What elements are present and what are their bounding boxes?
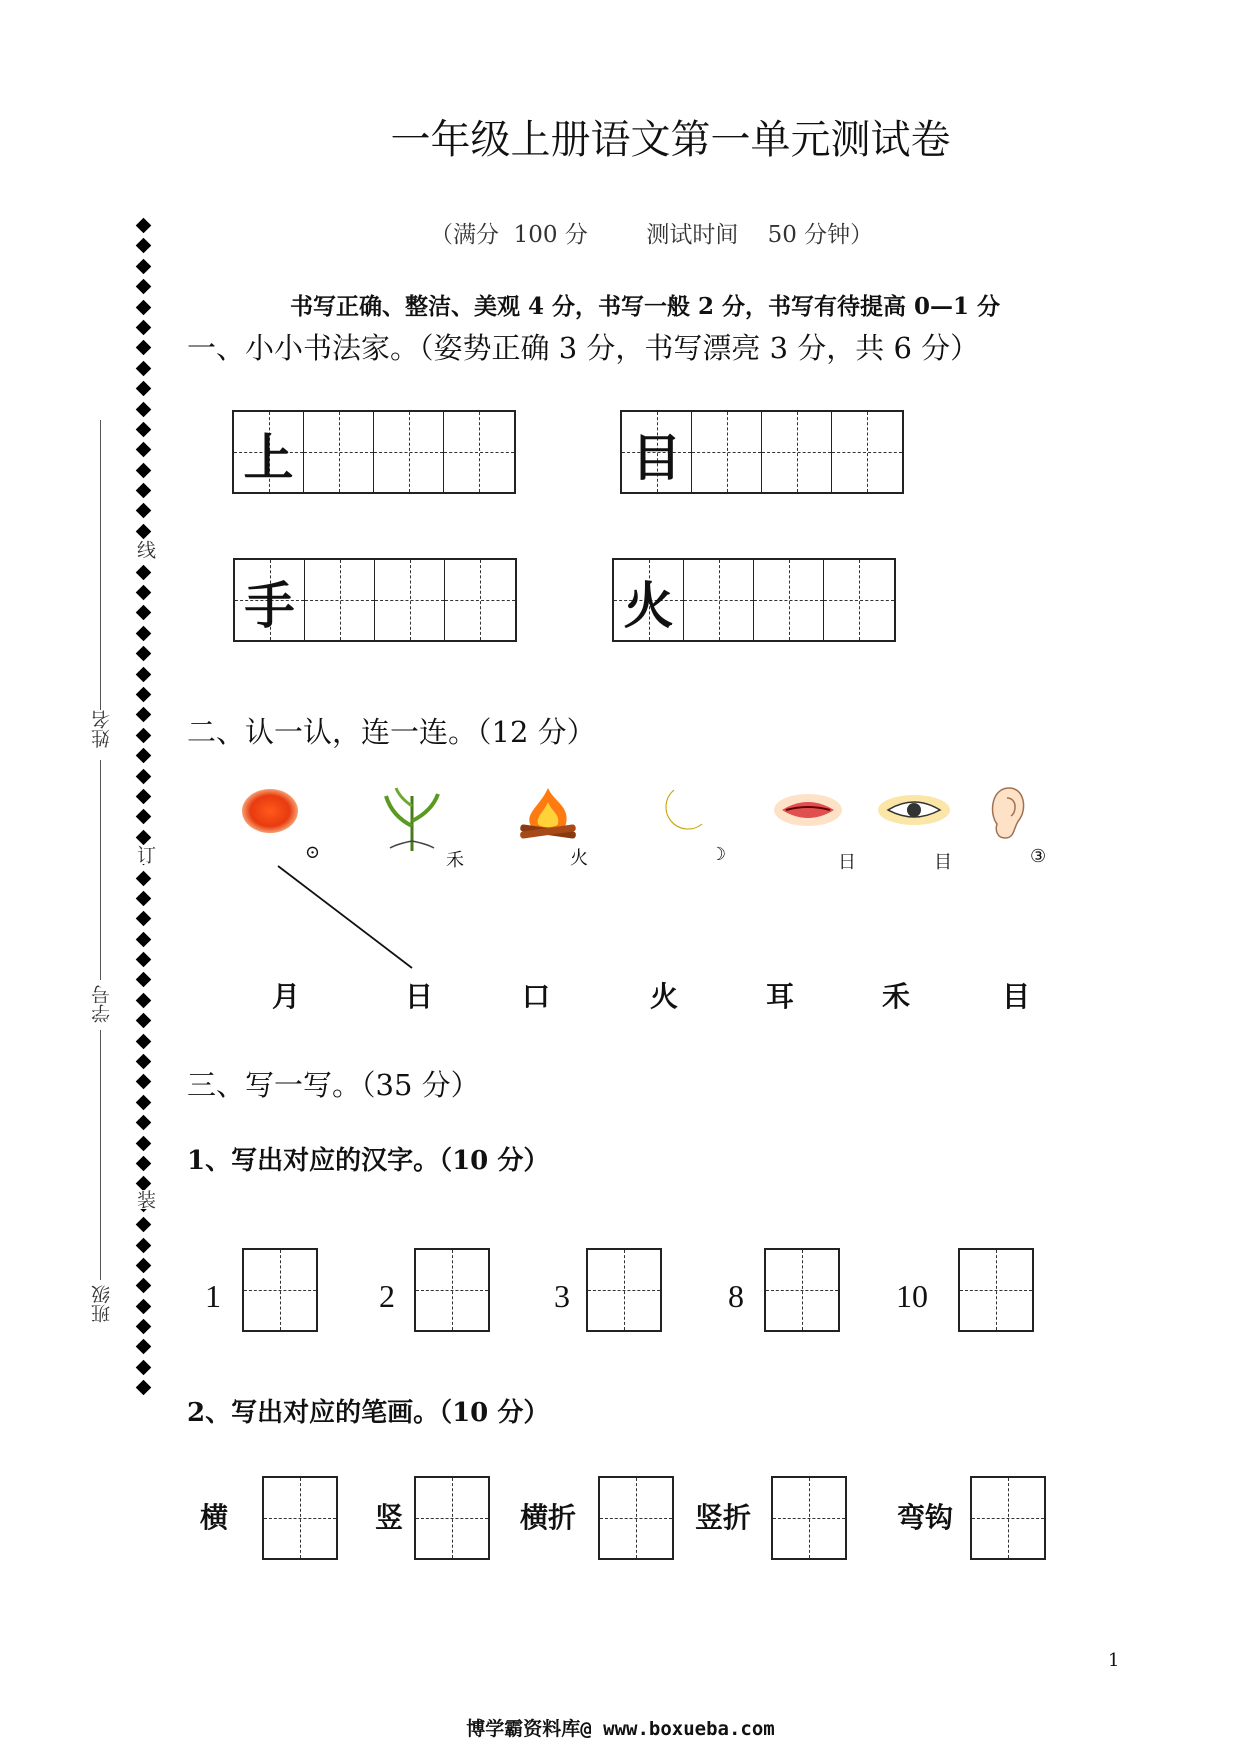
binding-diamond — [135, 993, 151, 1009]
stroke-label-shu: 竖 — [375, 1501, 404, 1534]
binding-diamond — [135, 1033, 151, 1049]
section3-sub1-heading: 1、写出对应的汉字。（10 分） — [187, 1146, 550, 1176]
page-title: 一年级上册语文第一单元测试卷 — [390, 117, 951, 163]
class-label: 班级 — [91, 1285, 113, 1323]
match-char-er[interactable]: 耳 — [766, 980, 795, 1013]
binding-diamond — [135, 238, 151, 254]
binding-diamond — [135, 666, 151, 682]
rice-plant-icon — [382, 786, 442, 851]
eye-icon — [876, 792, 952, 828]
match-char-mu[interactable]: 目 — [1002, 980, 1031, 1013]
binding-diamond — [135, 218, 151, 234]
binding-diamond — [135, 381, 151, 397]
exam-info: （满分 100 分 测试时间 50 分钟） — [430, 222, 874, 248]
binding-diamond — [135, 585, 151, 601]
moon-icon — [652, 786, 707, 836]
binding-diamond — [135, 707, 151, 723]
section2-heading: 二、认一认，连一连。（12 分） — [187, 715, 596, 749]
page-number: 1 — [1108, 1650, 1120, 1671]
model-char: 火 — [623, 577, 674, 635]
pictograph-ear: ③ — [1030, 846, 1047, 867]
binding-diamond — [135, 1135, 151, 1151]
name-label: 姓名 — [91, 710, 113, 748]
binding-diamond — [135, 972, 151, 988]
binding-diamond — [135, 687, 151, 703]
number-8: 8 — [728, 1278, 744, 1314]
pictograph-eye: 目 — [934, 852, 952, 873]
binding-diamond — [135, 340, 151, 356]
binding-diamond — [135, 1258, 151, 1274]
number-1: 1 — [205, 1278, 221, 1314]
binding-diamond — [135, 401, 151, 417]
binding-diamond — [135, 1298, 151, 1314]
binding-diamond — [135, 748, 151, 764]
stroke-box-wangou[interactable] — [970, 1476, 1046, 1560]
section1-heading: 一、小小书法家。（姿势正确 3 分，书写漂亮 3 分，共 6 分） — [187, 331, 980, 365]
binding-label-zhuang: 装 — [132, 1190, 159, 1209]
sun-icon — [240, 780, 300, 840]
stroke-label-wangou: 弯钩 — [897, 1501, 954, 1534]
binding-diamond — [135, 1095, 151, 1111]
fire-icon — [514, 784, 582, 844]
answer-box-8[interactable] — [764, 1248, 840, 1332]
footer-source: 博学霸资料库@ www.boxueba.com — [466, 1718, 775, 1740]
binding-diamond — [135, 279, 151, 295]
binding-diamond — [135, 259, 151, 275]
stroke-box-shuzhe[interactable] — [771, 1476, 847, 1560]
pictograph-mouth: 日 — [838, 852, 856, 873]
stroke-box-hengzhe[interactable] — [598, 1476, 674, 1560]
stroke-box-heng[interactable] — [262, 1476, 338, 1560]
writing-grid-shou[interactable] — [233, 558, 517, 642]
binding-diamond — [135, 809, 151, 825]
name-line — [100, 420, 101, 710]
binding-diamond — [135, 360, 151, 376]
binding-diamond — [135, 931, 151, 947]
binding-diamond — [135, 462, 151, 478]
answer-box-1[interactable] — [242, 1248, 318, 1332]
binding-diamond — [135, 1115, 151, 1131]
student-id-label: 学号 — [91, 985, 113, 1023]
binding-diamond — [135, 564, 151, 580]
number-10: 10 — [896, 1278, 928, 1314]
binding-diamond — [135, 646, 151, 662]
match-char-ri[interactable]: 日 — [405, 980, 434, 1013]
binding-diamond — [135, 1156, 151, 1172]
binding-diamond — [135, 829, 151, 845]
handwriting-note: 书写正确、整洁、美观 4 分，书写一般 2 分，书写有待提高 0—1 分 — [290, 293, 1001, 320]
pictograph-rice: 禾 — [446, 850, 464, 871]
binding-diamond — [135, 1319, 151, 1335]
binding-diamond — [135, 1278, 151, 1294]
stroke-label-heng: 横 — [200, 1501, 229, 1534]
binding-diamond — [135, 789, 151, 805]
binding-diamond — [135, 503, 151, 519]
binding-diamond — [135, 1380, 151, 1396]
binding-diamond — [135, 727, 151, 743]
binding-diamond — [135, 524, 151, 540]
binding-diamond — [135, 952, 151, 968]
binding-diamond — [135, 1054, 151, 1070]
match-char-he[interactable]: 禾 — [882, 980, 911, 1013]
number-3: 3 — [554, 1278, 570, 1314]
model-char: 手 — [244, 577, 295, 635]
binding-diamond — [135, 483, 151, 499]
match-char-kou[interactable]: 口 — [522, 980, 551, 1013]
answer-box-3[interactable] — [586, 1248, 662, 1332]
stroke-label-shuzhe: 竖折 — [695, 1501, 752, 1534]
binding-diamond — [135, 1237, 151, 1253]
class-line — [100, 1030, 101, 1280]
binding-diamond — [135, 320, 151, 336]
pictograph-fire: 火 — [570, 848, 588, 869]
writing-grid-shang[interactable] — [232, 410, 516, 494]
binding-diamond — [135, 442, 151, 458]
model-char: 上 — [243, 429, 294, 487]
ear-icon — [985, 784, 1029, 842]
binding-label-xian: 线 — [132, 540, 159, 559]
binding-diamond — [135, 1217, 151, 1233]
binding-diamond — [135, 891, 151, 907]
match-char-huo[interactable]: 火 — [650, 980, 679, 1013]
binding-diamond — [135, 605, 151, 621]
answer-box-10[interactable] — [958, 1248, 1034, 1332]
binding-diamond — [135, 870, 151, 886]
binding-diamond — [135, 911, 151, 927]
number-2: 2 — [379, 1278, 395, 1314]
binding-diamond — [135, 1360, 151, 1376]
stroke-label-hengzhe: 横折 — [520, 1501, 577, 1534]
binding-diamond — [135, 1339, 151, 1355]
student-id-line — [100, 760, 101, 980]
section3-heading: 三、写一写。（35 分） — [187, 1068, 480, 1102]
binding-diamond — [135, 1074, 151, 1090]
writing-grid-huo[interactable] — [612, 558, 896, 642]
binding-line — [133, 220, 153, 1403]
binding-diamond — [135, 299, 151, 315]
binding-diamond — [135, 626, 151, 642]
writing-grid-mu[interactable] — [620, 410, 904, 494]
pictograph-sun: ⊙ — [305, 842, 321, 863]
example-match-line — [270, 860, 420, 975]
binding-diamond — [135, 422, 151, 438]
match-char-yue[interactable]: 月 — [272, 980, 301, 1013]
answer-box-2[interactable] — [414, 1248, 490, 1332]
section3-sub2-heading: 2、写出对应的笔画。（10 分） — [187, 1398, 550, 1428]
stroke-box-shu[interactable] — [414, 1476, 490, 1560]
binding-diamond — [135, 1013, 151, 1029]
binding-diamond — [135, 768, 151, 784]
mouth-icon — [772, 790, 844, 830]
model-char: 目 — [631, 429, 682, 487]
binding-label-ding: 订 — [132, 845, 159, 864]
pictograph-moon: ☽ — [710, 844, 727, 865]
